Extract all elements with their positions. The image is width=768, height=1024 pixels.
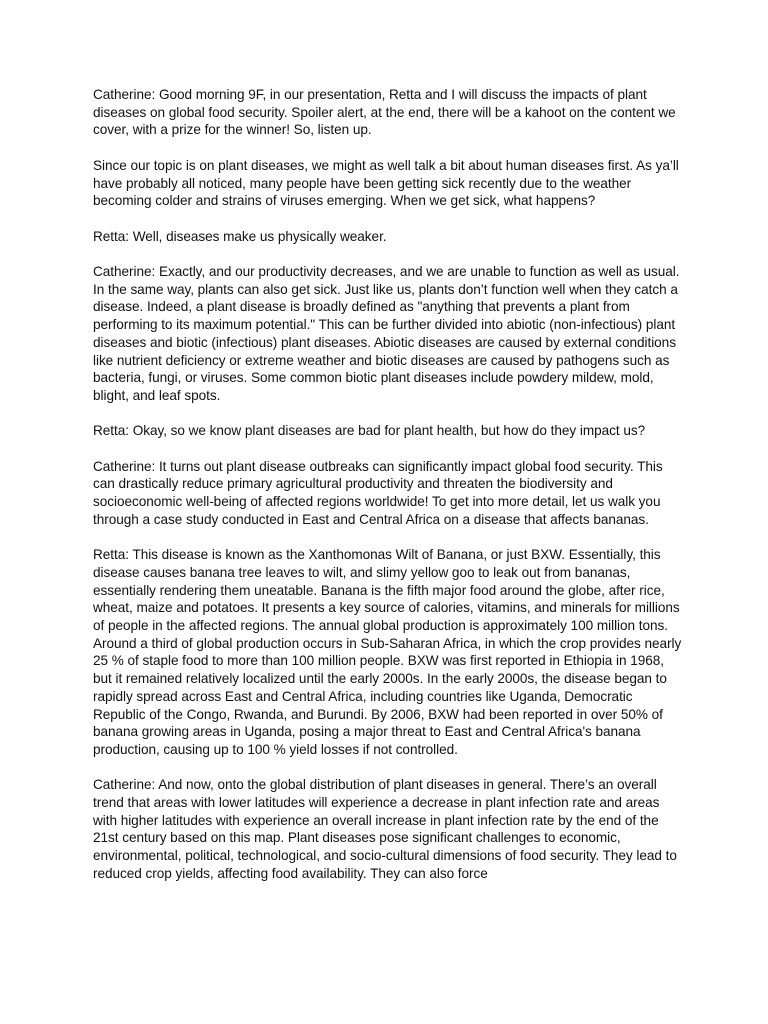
paragraph-retta-question: Retta: Okay, so we know plant diseases are bad for plant health, but how do they impact us? bbox=[93, 423, 646, 439]
paragraph-intro-catherine: Catherine: Good morning 9F, in our presentation, Retta and I will discuss the impacts of plant diseases on global food security. Spoiler alert, at the end, there will be a kahoot on the content we cover, with a prize for the winner! So, listen up. bbox=[93, 87, 676, 138]
paragraph-global-distribution: Catherine: And now, onto the global distribution of plant diseases in general. There’s an overall trend that areas with lower latitudes will experience a decrease in plant infection rate and areas with higher latitudes with experience an overall increase in plant infection rate by the end of the 21st century based on this map. Plant diseases pose significant challenges to economic, environmental, political, technological, and socio-cultural dimensions of food security. They lead to reduced crop yields, affecting food availability. They can also force bbox=[93, 777, 677, 881]
paragraph-bxw-case-study: Retta: This disease is known as the Xanthomonas Wilt of Banana, or just BXW. Essentially, this disease causes banana tree leaves to wilt, and slimy yellow goo to leak out from bananas, essentially rendering them uneatable. Banana is the fifth major food around the globe, after rice, wheat, maize and potatoes. It presents a key source of calories, vitamins, and minerals for millions of people in the affected regions. The annual global production is approximately 100 million tons. Around a third of global production occurs in Sub-Saharan Africa, in which the crop provides nearly 25 % of staple food to more than 100 million people. BXW was first reported in Ethiopia in 1968, but it remained relatively localized until the early 2000s. In the early 2000s, the disease began to rapidly spread across East and Central Africa, including countries like Uganda, Democratic Republic of the Congo, Rwanda, and Burundi. By 2006, BXW had been reported in over 50% of banana growing areas in Uganda, posing a major threat to East and Central Africa's banana production, causing up to 100 % yield losses if not controlled. bbox=[93, 547, 682, 757]
paragraph-plant-disease-definition: Catherine: Exactly, and our productivity decreases, and we are unable to function as well as usual. In the same way, plants can also get sick. Just like us, plants don’t function well when they catch a disease. Indeed, a plant disease is broadly defined as "anything that prevents a plant from performing to its maximum potential." This can be further divided into abiotic (non-infectious) plant diseases and biotic (infectious) plant diseases. Abiotic diseases are caused by external conditions like nutrient deficiency or extreme weather and biotic diseases are caused by pathogens such as bacteria, fungi, or viruses. Some common biotic plant diseases include powdery mildew, mold, blight, and leaf spots. bbox=[93, 263, 680, 403]
paragraph-retta-weaker: Retta: Well, diseases make us physically weaker. bbox=[93, 228, 387, 244]
paragraph-food-security-impact: Catherine: It turns out plant disease outbreaks can significantly impact global food security. This can drastically reduce primary agricultural productivity and threaten the biodiversity and socioeconomic well-being of affected regions worldwide! To get into more detail, let us walk you through a case study conducted in East and Central Africa on a disease that affects bananas. bbox=[93, 458, 663, 527]
document-body bbox=[93, 86, 683, 900]
paragraph-human-diseases: Since our topic is on plant diseases, we might as well talk a bit about human diseases first. As ya’ll have probably all noticed, many people have been getting sick recently due to the weather becoming colder and strains of viruses emerging. When we get sick, what happens? bbox=[93, 157, 679, 209]
